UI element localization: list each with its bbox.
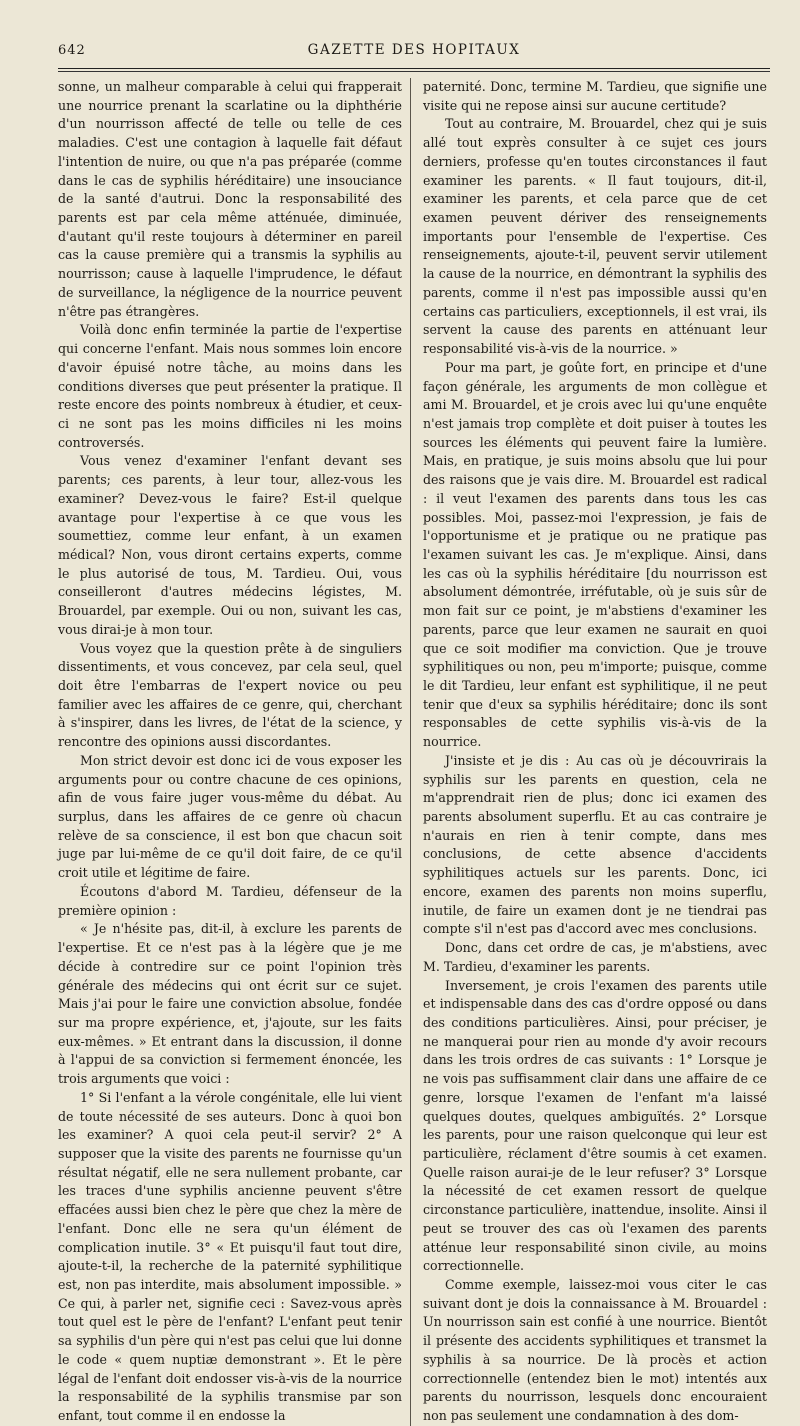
- right-column-paragraph: Donc, dans cet ordre de cas, je m'abstiens, avec M. Tardieu, d'examiner les parents.: [423, 940, 767, 974]
- header-rule-thin: [58, 71, 770, 72]
- journal-title: GAZETTE DES HOPITAUX: [307, 42, 521, 58]
- left-column-paragraph: Écoutons d'abord M. Tardieu, défenseur de la première opinion :: [58, 883, 402, 918]
- left-column: [58, 78, 402, 1426]
- right-column-paragraph: Comme exemple, laissez-moi vous citer le cas suivant dont je dois la connaissance à M. Brouardel : Un nourrisson sain est confié à une nourrice. Bientôt il présente des accidents syphilitiques et transmet la syphilis à sa nourrice. De là procès et action correctionnelle (entendez bien le mot) intentés aux parents du nourrisson, lesquels donc encouraient non pas seulement une condamnation à des dom-: [423, 1277, 767, 1424]
- right-column-paragraph: Inversement, je crois l'examen des parents utile et indispensable dans des cas d'ordre opposé ou dans des conditions particulières. Ainsi, pour préciser, je ne manquerai pour rien au monde d'y avoir recours dans les trois ordres de cas suivants : 1° Lorsque je ne vois pas suffisamment clair dans une affaire de ce genre, lorsque l'examen de l'enfant m'a laissé quelques doutes, quelques ambiguïtés. 2° Lorsque les parents, pour une raison quelconque qui leur est particulière, réclament d'être soumis à cet examen. Quelle raison aurai-je de le leur refuser? 3° Lorsque la nécessité de cet examen ressort de quelque circonstance particulière, inattendue, insolite. Ainsi il peut se trouver des cas où l'examen des parents atténue leur responsabilité sinon civile, au moins correctionnelle.: [423, 977, 767, 1274]
- header-rule: [58, 68, 770, 69]
- right-column-paragraph: J'insiste et je dis : Au cas où je découvrirais la syphilis sur les parents en question, cela ne m'apprendrait rien de plus; donc ici examen des parents absolument superflu. Et au cas contraire je n'aurais en rien à tenir compte, dans mes conclusions, de cette absence d'accidents syphilitiques actuels sur les parents. Donc, ici encore, examen des parents non moins superflu, inutile, de faire un examen dont je ne tiendrai pas compte s'il n'est pas d'accord avec mes conclusions.: [423, 752, 767, 937]
- left-column-paragraph: « Je n'hésite pas, dit-il, à exclure les parents de l'expertise. Et ce n'est pas à la légère que je me décide à contredire sur ce point l'opinion très générale des médecins qui ont écrit sur ce sujet. Mais j'ai pour le faire une conviction absolue, fondée sur ma propre expérience, et, j'ajoute, sur les faits eux-mêmes. » Et entrant dans la discussion, il donne à l'appui de sa conviction si fermement énoncée, les trois arguments que voici :: [58, 921, 402, 1087]
- running-head: [58, 42, 770, 64]
- left-column-paragraph: 1° Si l'enfant a la vérole congénitale, elle lui vient de toute nécessité de ses auteurs. Donc à quoi bon les examiner? A quoi cela peut-il servir? 2° A supposer que la visite des parents ne fournisse qu'un résultat négatif, elle ne sera nullement probante, car les traces d'une syphilis ancienne peuvent s'être effacées aussi bien chez le père que chez la mère de l'enfant. Donc elle ne sera qu'un élément de complication inutile. 3° « Et puisqu'il faut tout dire, ajoute-t-il, la recherche de la paternité syphilitique est, non pas interdite, mais absolument impossible. » Ce qui, à parler net, signifie ceci : Savez-vous après tout quel est le père de l'enfant? L'enfant peut tenir sa syphilis d'un père qui n'est pas celui que lui donne le code « quem nuptiæ demonstrant ». Et le père légal de l'enfant doit endosser vis-à-vis de la nourrice la responsabilité de la syphilis transmise par son enfant, tout comme il en endosse la: [58, 1089, 402, 1424]
- right-column-paragraph: Tout au contraire, M. Brouardel, chez qui je suis allé tout exprès consulter à ce sujet ces jours derniers, professe qu'en toutes circonstances il faut examiner les parents. « Il faut toujours, dit-il, examiner les parents, et cela parce que de cet examen peuvent dériver des renseignements importants pour l'ensemble de l'expertise. Ces renseignements, ajoute-t-il, peuvent servir utilement la cause de la nourrice, en démontrant la syphilis des parents, comme il n'est pas impossible aussi qu'en certains cas particuliers, exceptionnels, il est vrai, ils servent la cause des parents en atténuant leur responsabilité vis-à-vis de la nourrice. »: [423, 116, 767, 357]
- left-column-paragraph: Voilà donc enfin terminée la partie de l'expertise qui concerne l'enfant. Mais nous sommes loin encore d'avoir épuisé notre tâche, au moins dans les conditions diverses que peut présenter la pratique. Il reste encore des points nombreux à étudier, et ceux-ci ne sont pas les moins difficiles ni les moins controversés.: [58, 322, 402, 450]
- left-column-paragraph: Vous voyez que la question prête à de singuliers dissentiments, et vous concevez, par cela seul, quel doit être l'embarras de l'expert novice ou peu familier avec les affaires de ce genre, qui, cherchant à s'inspirer, dans les livres, de l'état de la science, y rencontre des opinions aussi discordantes.: [58, 640, 402, 750]
- right-column-paragraph: Pour ma part, je goûte fort, en principe et d'une façon générale, les arguments de mon collègue et ami M. Brouardel, et je crois avec lui qu'une enquête n'est jamais trop complète et doit puiser à toutes les sources les éléments qui peuvent faire la lumière. Mais, en pratique, je suis moins absolu que lui pour des raisons que je vais dire. M. Brouardel est radical : il veut l'examen des parents dans tous les cas possibles. Moi, passez-moi l'expression, je fais de l'opportunisme et je pratique ou ne pratique pas l'examen suivant les cas. Je m'explique. Ainsi, dans les cas où la syphilis héréditaire [du nourrisson est absolument démontrée, irréfutable, où je suis sûr de mon fait sur ce point, je m'abstiens d'examiner les parents, parce que leur examen ne saurait en quoi que ce soit modifier ma conviction. Que je trouve syphilitiques ou non, peu m'importe; puisque, comme le dit Tardieu, leur enfant est syphilitique, il ne peut tenir que d'eux sa syphilis héréditaire; donc ils sont responsables de cette syphilis vis-à-vis de la nourrice.: [423, 359, 767, 750]
- column-divider: [410, 78, 411, 1426]
- page-number: 642: [58, 43, 86, 58]
- text-columns: [58, 78, 770, 1426]
- right-column: [423, 78, 767, 1426]
- left-column-paragraph: sonne, un malheur comparable à celui qui frapperait une nourrice prenant la scarlatine ou la diphthérie d'un nourrisson affecté de telle ou telle de ces maladies. C'est une contagion à laquelle fait défaut l'intention de nuire, ou que n'a pas préparée (comme dans le cas de syphilis héréditaire) une insouciance de la santé d'autrui. Donc la responsabilité des parents est par cela même atténuée, diminuée, d'autant qu'il reste toujours à déterminer en pareil cas la cause première qui a transmis la syphilis au nourrisson; cause à laquelle l'imprudence, le défaut de surveillance, la négligence de la nourrice peuvent n'être pas étrangères.: [58, 79, 402, 319]
- left-column-paragraph: Vous venez d'examiner l'enfant devant ses parents; ces parents, à leur tour, allez-vous les examiner? Devez-vous le faire? Est-il quelque avantage pour l'expertise à ce que vous les soumettiez, comme leur enfant, à un examen médical? Non, vous diront certains experts, comme le plus autorisé de tous, M. Tardieu. Oui, vous conseilleront d'autres médecins légistes, M. Brouardel, par exemple. Oui ou non, suivant les cas, vous dirai-je à mon tour.: [58, 453, 402, 637]
- right-column-paragraph: paternité. Donc, termine M. Tardieu, que signifie une visite qui ne repose ainsi sur aucune certitude?: [423, 79, 767, 113]
- left-column-paragraph: Mon strict devoir est donc ici de vous exposer les arguments pour ou contre chacune de ces opinions, afin de vous faire juger vous-même du débat. Au surplus, dans les affaires de ce genre où chacun relève de sa conscience, il est bon que chacun soit juge par lui-même de ce qu'il doit faire, de ce qu'il croit utile et légitime de faire.: [58, 752, 402, 881]
